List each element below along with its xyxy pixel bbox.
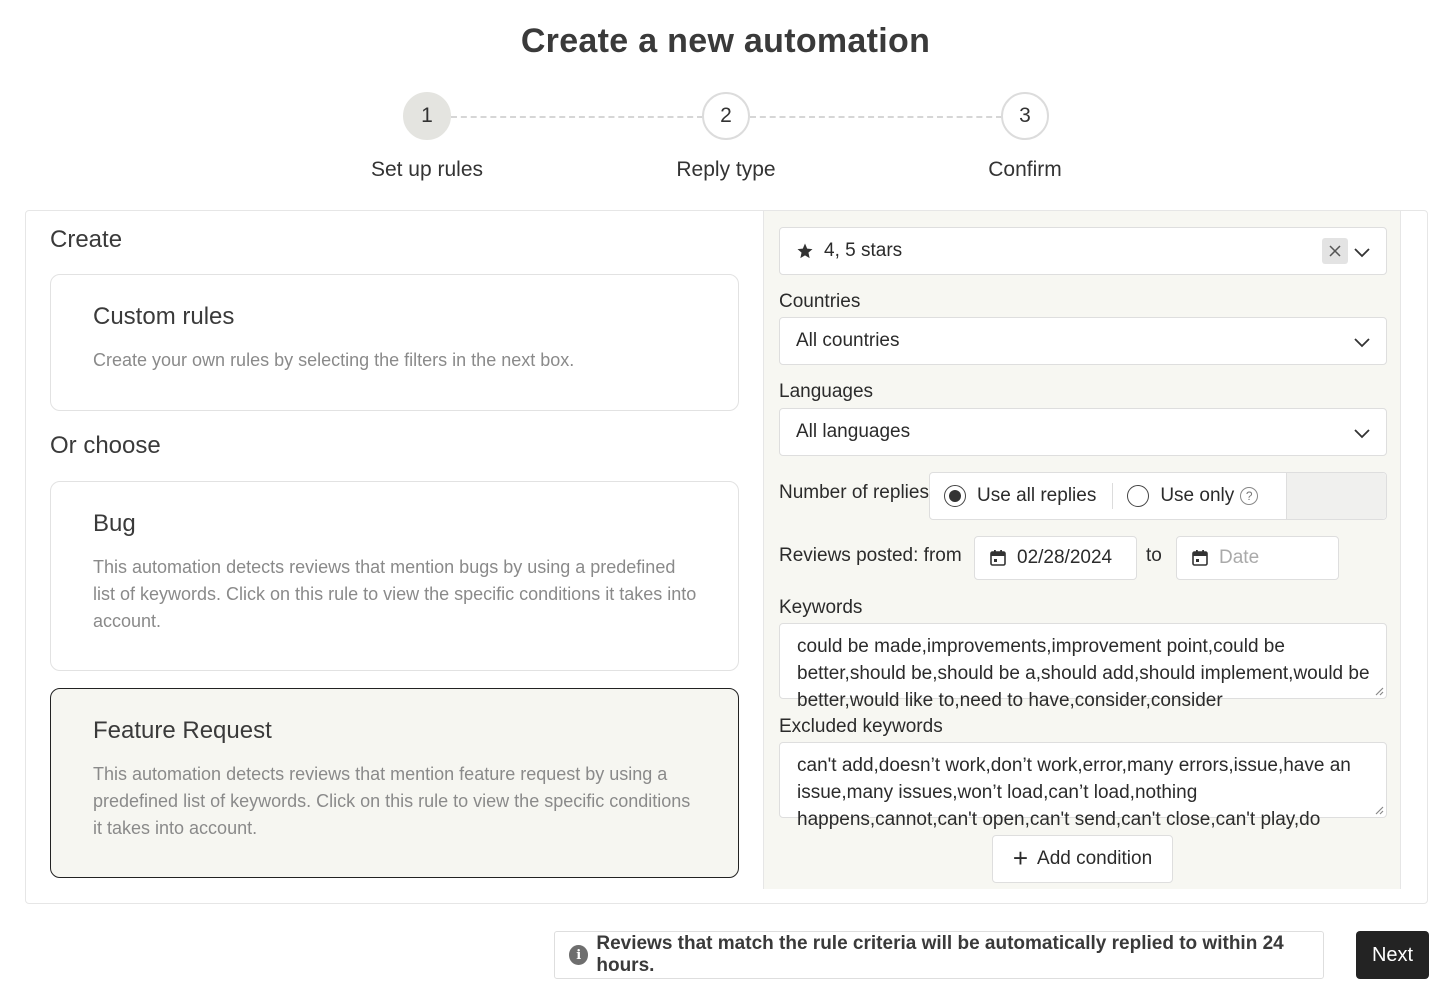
info-icon: i xyxy=(569,945,588,965)
rules-card xyxy=(25,210,1428,904)
to-label: to xyxy=(1146,545,1162,566)
info-banner xyxy=(554,931,1324,979)
radio-use-only[interactable] xyxy=(1127,485,1258,507)
clear-icon[interactable] xyxy=(1322,238,1348,264)
radio-checked-icon[interactable] xyxy=(944,485,966,507)
ratings-select[interactable] xyxy=(779,227,1387,275)
create-heading: Create xyxy=(50,226,123,253)
plus-icon: + xyxy=(1012,842,1029,873)
rule-title: Custom rules xyxy=(93,303,235,330)
resize-grip-icon[interactable] xyxy=(1374,805,1384,815)
step-2-circle[interactable]: 2 xyxy=(702,92,750,140)
replies-label: Number of replies xyxy=(779,482,929,503)
radio-unchecked-icon[interactable] xyxy=(1127,485,1149,507)
star-icon xyxy=(796,242,814,260)
step-connector xyxy=(750,116,1002,118)
step-2-label: Reply type xyxy=(676,158,776,181)
help-icon[interactable]: ? xyxy=(1240,487,1258,505)
countries-value: All countries xyxy=(796,330,900,351)
add-condition-button[interactable] xyxy=(992,835,1173,883)
languages-value: All languages xyxy=(796,421,911,442)
languages-select[interactable] xyxy=(779,408,1387,456)
calendar-icon xyxy=(1191,549,1209,567)
next-button[interactable]: Next xyxy=(1356,931,1429,979)
step-3-label: Confirm xyxy=(988,158,1062,181)
divider xyxy=(1112,483,1113,509)
rule-card-custom[interactable] xyxy=(50,274,739,411)
radio-use-only-label: Use only xyxy=(1160,485,1235,506)
keywords-value: could be made,improvements,improvement point,could be better,should be,should be a,should add,should implement,would be better,would like to,need to have,consider,consider xyxy=(797,636,1370,711)
date-from-field[interactable] xyxy=(974,536,1137,580)
calendar-icon xyxy=(989,549,1007,567)
countries-select[interactable] xyxy=(779,317,1387,365)
rule-card-bug[interactable] xyxy=(50,481,739,671)
resize-grip-icon[interactable] xyxy=(1374,686,1384,696)
rule-description: This automation detects reviews that mention bugs by using a predefined list of keywords. Click on this rule to view the specific conditions it takes into account. xyxy=(93,557,697,631)
stepper xyxy=(0,92,1451,192)
rule-description: This automation detects reviews that mention feature request by using a predefined list of keywords. Click on this rule to view the specific conditions it takes into account. xyxy=(93,764,691,838)
add-condition-label: Add condition xyxy=(1037,848,1153,869)
step-3-circle[interactable]: 3 xyxy=(1001,92,1049,140)
step-1-circle[interactable]: 1 xyxy=(403,92,451,140)
date-to-field[interactable] xyxy=(1176,536,1339,580)
ratings-value: 4, 5 stars xyxy=(824,240,903,261)
page-title: Create a new automation xyxy=(520,22,931,60)
radio-use-all[interactable] xyxy=(944,485,1096,507)
info-text: Reviews that match the rule criteria will be automatically replied to within 24 hours. xyxy=(596,933,1284,976)
radio-use-all-label: Use all replies xyxy=(977,485,1097,506)
rule-title: Feature Request xyxy=(93,717,272,744)
countries-label: Countries xyxy=(779,291,861,312)
chevron-down-icon[interactable] xyxy=(1352,423,1372,443)
date-from-value: 02/28/2024 xyxy=(1017,547,1113,568)
keywords-textarea[interactable] xyxy=(779,623,1387,711)
languages-label: Languages xyxy=(779,381,874,402)
rule-description: Create your own rules by selecting the filters in the next box. xyxy=(93,350,575,370)
date-to-placeholder: Date xyxy=(1219,547,1260,568)
step-connector xyxy=(451,116,703,118)
chevron-down-icon[interactable] xyxy=(1352,332,1372,352)
step-1-label: Set up rules xyxy=(370,158,484,181)
chevron-down-icon[interactable] xyxy=(1352,242,1372,262)
excluded-keywords-value: can't add,doesn’t work,don’t work,error,many errors,issue,have an issue,many issues,won’t load,can’t load,nothing happens,cannot,can't open,can't send,can't close,can't play,do xyxy=(797,755,1351,830)
excluded-keywords-label: Excluded keywords xyxy=(779,716,943,737)
replies-radio-group xyxy=(929,472,1387,520)
rule-title: Bug xyxy=(93,510,136,537)
excluded-keywords-textarea[interactable] xyxy=(779,742,1387,830)
posted-label: Reviews posted: from xyxy=(779,545,962,566)
filters-panel xyxy=(763,211,1401,889)
keywords-label: Keywords xyxy=(779,597,863,618)
or-choose-heading: Or choose xyxy=(50,432,161,459)
rule-card-feature-request[interactable] xyxy=(50,688,739,878)
use-only-count-input[interactable] xyxy=(1286,473,1386,519)
